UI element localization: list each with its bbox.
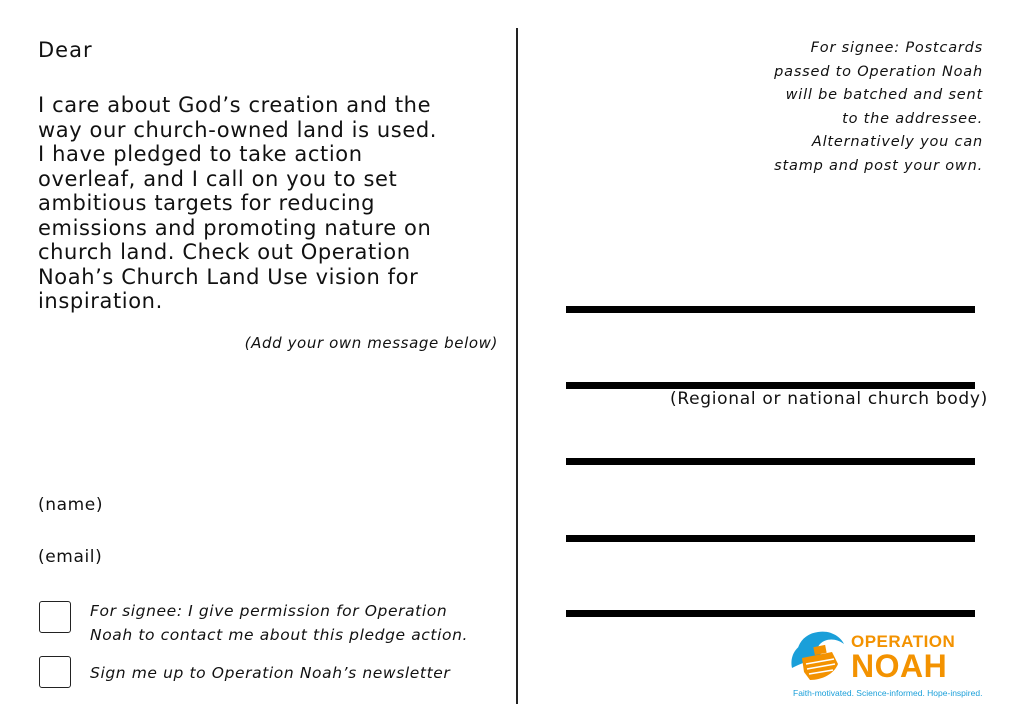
logo-text-noah: NOAH — [851, 648, 948, 684]
signee-note-line: Alternatively you can — [811, 134, 983, 150]
message-line: emissions and promoting nature on — [38, 215, 432, 240]
message-line: church land. Check out Operation — [38, 240, 411, 264]
newsletter-label: Sign me up to Operation Noah’s newsletter — [90, 664, 451, 682]
signee-note-line: passed to Operation Noah — [774, 63, 983, 80]
message-line: inspiration. — [38, 289, 163, 313]
logo-text-operation: OPERATION — [851, 632, 956, 651]
permission-line: For signee: I give permission for Operation — [90, 602, 448, 620]
add-own-message-hint: (Add your own message below) — [244, 334, 498, 352]
newsletter-checkbox[interactable] — [39, 656, 71, 688]
signee-note-line: stamp and post your own. — [774, 157, 983, 174]
name-label: (name) — [38, 495, 104, 515]
card-divider — [516, 28, 518, 704]
region-label: (Regional or national church body) — [670, 389, 988, 409]
address-line[interactable] — [566, 382, 975, 389]
salutation: Dear — [38, 38, 93, 62]
message-line: I care about God’s creation and the — [38, 93, 432, 117]
message-line: way our church-owned land is used. — [38, 117, 438, 142]
address-line[interactable] — [566, 306, 975, 313]
message-line: Noah’s Church Land Use vision for — [38, 264, 419, 289]
permission-label — [90, 599, 490, 647]
address-line[interactable] — [566, 458, 975, 465]
signee-note — [700, 37, 983, 178]
permission-checkbox[interactable] — [39, 601, 71, 633]
address-line[interactable] — [566, 610, 975, 617]
message-line: I have pledged to take action — [38, 142, 363, 166]
pledge-message — [38, 93, 513, 314]
permission-line: Noah to contact me about this pledge action. — [90, 626, 469, 644]
ark-wave-icon — [788, 628, 850, 688]
address-line[interactable] — [566, 535, 975, 542]
signee-note-line: will be batched and sent — [785, 87, 983, 103]
email-label: (email) — [38, 547, 103, 567]
logo-tagline: Faith-motivated. Science-informed. Hope-inspired. — [793, 688, 983, 698]
signee-note-line: For signee: Postcards — [810, 40, 983, 56]
message-line: overleaf, and I call on you to set — [38, 166, 398, 191]
message-line: ambitious targets for reducing — [38, 191, 376, 215]
signee-note-line: to the addressee. — [842, 110, 983, 127]
